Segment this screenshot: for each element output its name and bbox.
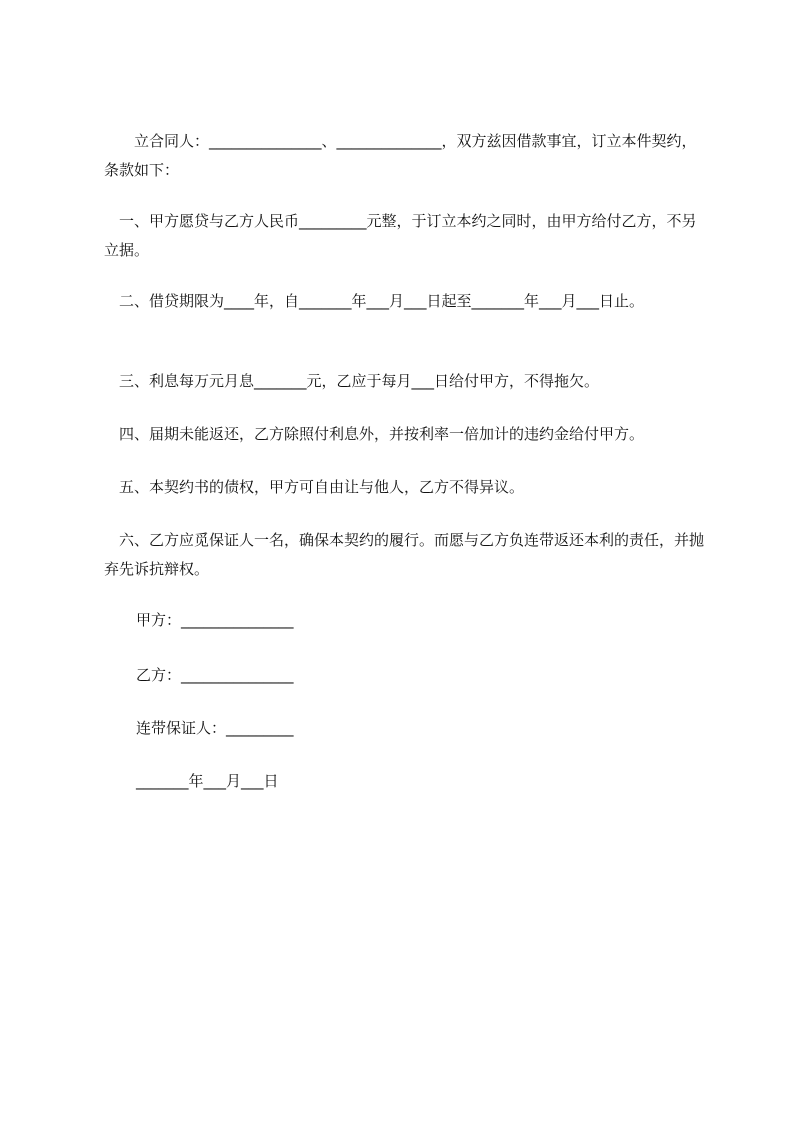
clause-1: 一、甲方愿贷与乙方人民币_________元整，于订立本约之同时，由甲方给付乙方，不另立据。 [104,212,697,259]
clause-5: 五、本契约书的债权，甲方可自由让与他人，乙方不得异议。 [104,478,525,496]
clause-6: 六、乙方应觅保证人一名，确保本契约的履行。而愿与乙方负连带返还本利的责任，并抛弃先诉抗辩权。 [104,531,705,578]
signing-date: _______年___月___日 [136,772,279,790]
guarantor-signature: 连带保证人：_________ [136,719,294,737]
party-a-signature: 甲方：_______________ [136,611,294,629]
contract-intro: 立合同人：_______________、______________，双方兹因借款事宜，订立本件契约，条款如下： [104,132,697,179]
clause-3: 三、利息每万元月息_______元，乙应于每月___日给付甲方，不得拖欠。 [104,372,600,390]
party-b-signature: 乙方：_______________ [136,666,294,684]
clause-4: 四、届期未能返还，乙方除照付利息外，并按利率一倍加计的违约金给付甲方。 [104,425,645,443]
clause-2: 二、借贷期限为____年，自_______年___月___日起至_______年___月___日止。 [104,292,645,310]
